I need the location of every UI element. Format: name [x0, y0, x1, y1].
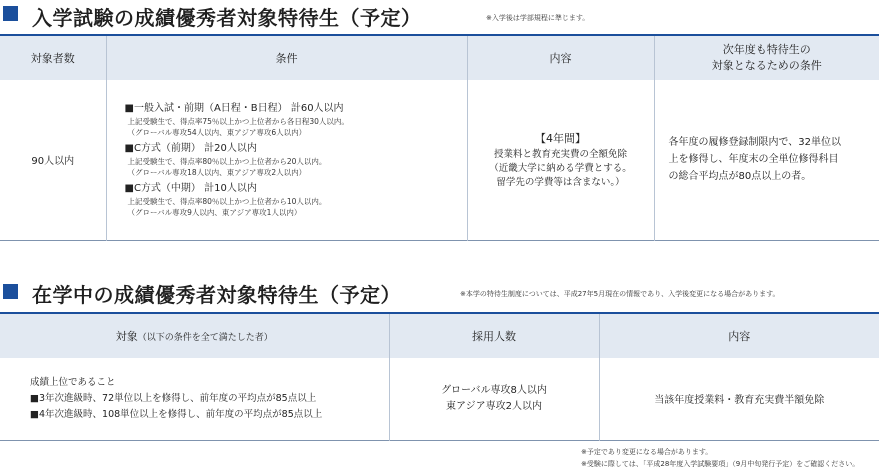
content-cell [599, 358, 879, 440]
next-year-line-2: 上を修得し、年度末の全単位修得科目 [668, 154, 839, 166]
table-header-row [0, 313, 879, 358]
table-header-row [0, 35, 879, 80]
footnote-1: ※予定であり変更になる場合があります。 [581, 448, 713, 456]
header-next-year-line2: 対象となるための条件 [711, 59, 822, 72]
target-line-3: ■4年次進級時、108単位以上を修得し、前年度の平均点が85点以上 [30, 408, 323, 420]
table-row [0, 358, 879, 440]
count-line-1: グローバル専攻8人以内 [441, 384, 547, 396]
header-content: 内容 [599, 313, 879, 358]
condition-heading-3: ■C方式（中期） 計10人以内 [124, 183, 257, 195]
header-conditions: 条件 [106, 35, 467, 80]
header-count: 対象者数 [0, 35, 106, 80]
footnote-2: ※受験に際しては、「平成28年度入学試験要項」（9月中旬発行予定）をご確認ください。 [581, 460, 860, 468]
header-next-year [654, 35, 879, 80]
condition-heading-1: ■一般入試・前期（A日程・B日程） 計60人以内 [124, 103, 344, 115]
section1-title: 入学試験の成績優秀者対象特待生（予定） [32, 6, 422, 30]
section2-title: 在学中の成績優秀者対象特待生（予定） [32, 283, 401, 307]
conditions-cell [106, 80, 467, 240]
count-line-2: 東アジア専攻2人以内 [446, 400, 542, 412]
next-year-line-3: の総合平均点が80点以上の者。 [668, 171, 812, 183]
section1-marker [3, 6, 18, 21]
condition-detail-3b: （グローバル専攻9人以内、東アジア専攻1人以内） [127, 208, 302, 218]
content-line-2: （近畿大学に納める学費とする。 [489, 162, 632, 174]
condition-detail-1a: 上記受験生で、得点率75％以上かつ上位者から各日程30人以内。 [127, 117, 349, 127]
condition-heading-2: ■C方式（前期） 計20人以内 [124, 143, 257, 155]
count-cell [389, 358, 599, 440]
content-cell [467, 80, 654, 240]
content-value: 当該年度授業料・教育充実費半額免除 [654, 395, 825, 407]
condition-detail-3a: 上記受験生で、得点率80％以上かつ上位者から10人以内。 [127, 197, 327, 207]
header-count: 採用人数 [389, 313, 599, 358]
target-line-2: ■3年次進級時、72単位以上を修得し、前年度の平均点が85点以上 [30, 392, 317, 404]
next-year-line-1: 各年度の履修登録制限内で、32単位以 [668, 137, 842, 149]
header-next-year-line1: 次年度も特待生の [722, 43, 811, 56]
target-line-1: 成績上位であること [30, 376, 116, 388]
exam-scholarship-table [0, 34, 879, 241]
section2-marker [3, 284, 18, 299]
condition-detail-1b: （グローバル専攻54人以内、東アジア専攻6人以内） [127, 128, 307, 138]
target-cell [0, 358, 389, 440]
header-target: 対象（以下の条件を全て満たした者） [0, 313, 389, 358]
condition-detail-2b: （グローバル専攻18人以内、東アジア専攻2人以内） [127, 168, 307, 178]
next-year-cell [654, 80, 879, 240]
content-title: 【4年間】 [535, 131, 586, 145]
table-row [0, 80, 879, 240]
count-cell [0, 80, 106, 240]
content-line-1: 授業料と教育充実費の全額免除 [493, 148, 627, 160]
content-line-3: 留学先の学費等は含まない。） [496, 176, 625, 188]
enrolled-scholarship-table [0, 312, 879, 441]
header-content: 内容 [467, 35, 654, 80]
section2-note: ※本学の特待生制度については、平成27年5月現在の情報であり、入学後変更になる場合があります。 [460, 290, 780, 298]
condition-detail-2a: 上記受験生で、得点率80％以上かつ上位者から20人以内。 [127, 157, 327, 167]
section1-note: ※入学後は学部規程に準じます。 [486, 14, 590, 22]
count-value: 90人以内 [31, 156, 75, 168]
